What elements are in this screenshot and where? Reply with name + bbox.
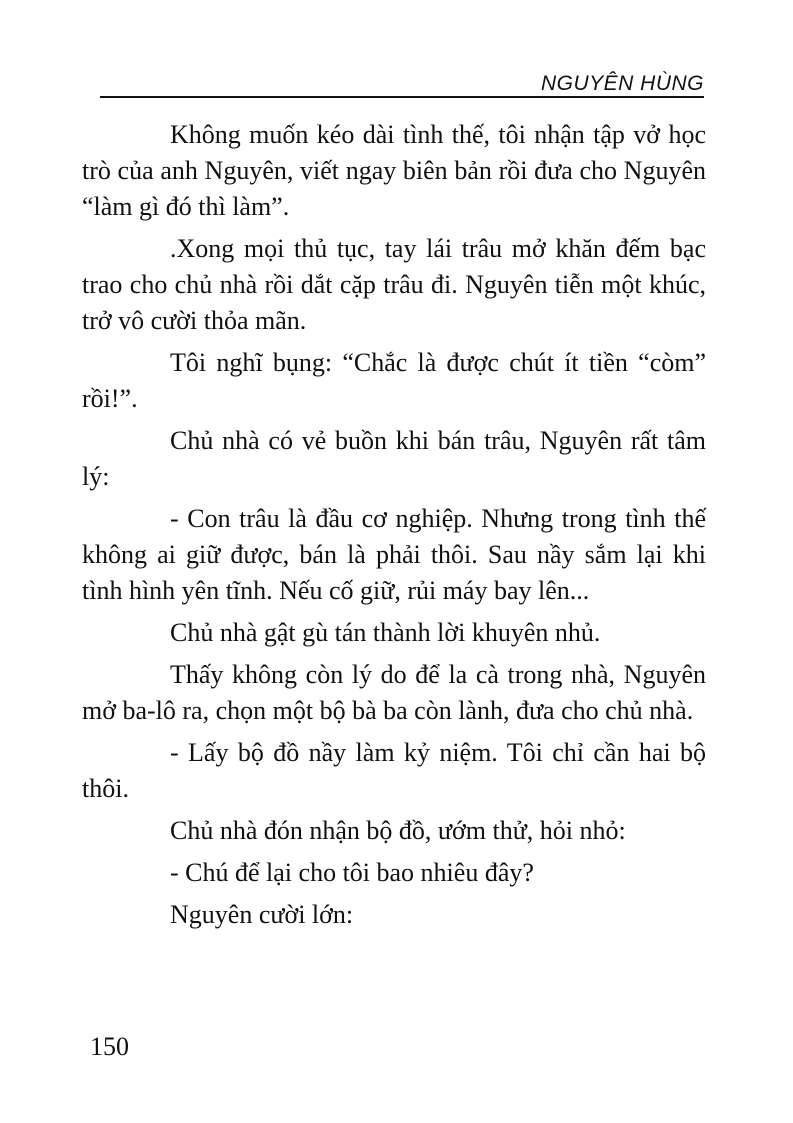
paragraph-11: Nguyên cười lớn: bbox=[170, 900, 354, 929]
paragraph-9: Chủ nhà đón nhận bộ đồ, ướm thử, hỏi nhỏ: bbox=[170, 816, 626, 845]
paragraph-10: - Chú để lại cho tôi bao nhiêu đây? bbox=[170, 858, 534, 887]
running-title: NGUYÊN HÙNG bbox=[540, 72, 704, 95]
paragraph-2: .Xong mọi thủ tục, tay lái trâu mở khăn đếm bạc trao cho chủ nhà rồi dắt cặp trâu đi. Nguyên tiễn một khúc, trở vô cười thỏa mãn. bbox=[82, 234, 706, 335]
page-number: 150 bbox=[90, 1032, 129, 1061]
paragraph-7: Thấy không còn lý do để la cà trong nhà, Nguyên mở ba-lô ra, chọn một bộ bà ba còn lành, đưa cho chủ nhà. bbox=[82, 660, 706, 725]
body-text bbox=[82, 117, 706, 939]
page-header bbox=[100, 70, 704, 98]
paragraph-6: Chủ nhà gật gù tán thành lời khuyên nhủ. bbox=[170, 618, 601, 647]
paragraph-5: - Con trâu là đầu cơ nghiệp. Nhưng trong tình thế không ai giữ được, bán là phải thôi. Sau nầy sắm lại khi tình hình yên tĩnh. Nếu cố giữ, rủi máy bay lên... bbox=[82, 504, 706, 605]
paragraph-1: Không muốn kéo dài tình thế, tôi nhận tập vở học trò của anh Nguyên, viết ngay biên bản rồi đưa cho Nguyên “làm gì đó thì làm”. bbox=[82, 120, 706, 221]
paragraph-3: Tôi nghĩ bụng: “Chắc là được chút ít tiền “còm” rồi!”. bbox=[82, 348, 706, 413]
paragraph-4: Chủ nhà có vẻ buồn khi bán trâu, Nguyên rất tâm lý: bbox=[82, 426, 706, 491]
header-rule bbox=[100, 96, 704, 98]
paragraph-8: - Lấy bộ đồ nầy làm kỷ niệm. Tôi chỉ cần hai bộ thôi. bbox=[82, 738, 706, 803]
